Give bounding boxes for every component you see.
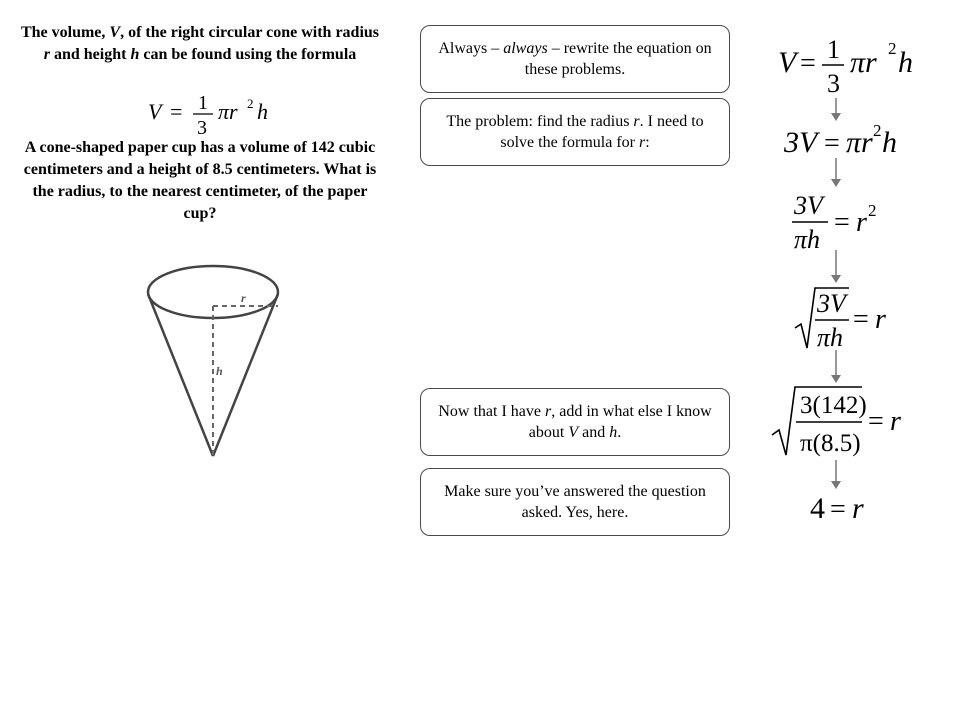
formula-V: V	[148, 99, 162, 124]
arrow-down-icon	[830, 460, 842, 490]
step-3-formula	[790, 186, 880, 254]
step5-den: π(8.5)	[800, 430, 861, 457]
problem-intro	[20, 22, 380, 66]
step-6-answer	[806, 488, 876, 528]
volume-formula	[140, 90, 300, 136]
step4-equals: =	[853, 304, 869, 335]
step1-exp: 2	[888, 39, 897, 58]
step1-den: 3	[827, 69, 840, 96]
intro-var-h: h	[130, 46, 140, 63]
note3-text-a: Now that I have	[438, 403, 545, 420]
arrow-down-icon	[830, 250, 842, 284]
step-1-formula	[772, 30, 922, 96]
problem-question: A cone-shaped paper cup has a volume of 142 cubic centimeters and a height of 8.5 centimeters. What is the radius, to the nearest centimeter, of the paper cup?	[23, 139, 377, 222]
step6-r: r	[852, 492, 864, 525]
note3-var-V: V	[568, 424, 579, 441]
note-substitute-values	[420, 388, 730, 456]
note3-text-c: , add in what else I know about	[528, 403, 712, 441]
step1-num: 1	[827, 35, 840, 64]
intro-text-2: , of the right circular cone with radius	[120, 24, 380, 41]
note2-text-c: . I need to solve the formula for	[500, 113, 704, 151]
formula-exp: 2	[247, 96, 254, 111]
step-4-formula	[793, 284, 893, 352]
note-check-answer	[420, 468, 730, 536]
step6-equals: =	[830, 494, 846, 525]
arrow-down-icon	[830, 158, 842, 188]
step-5-formula	[770, 383, 910, 459]
arrow-down-icon	[830, 98, 842, 122]
note1-emphasis: always	[503, 40, 548, 57]
note4-text: Make sure you’ve answered the question asked. Yes, here.	[444, 483, 706, 521]
step4-den: πh	[817, 323, 844, 352]
step5-equals: =	[868, 406, 884, 437]
note3-var-r: r	[545, 403, 552, 420]
radius-label: r	[241, 291, 246, 305]
note-problem-goal	[420, 98, 730, 166]
step2-3V: 3V	[784, 126, 818, 159]
formula-den: 3	[197, 117, 207, 136]
note1-text-a: Always –	[438, 40, 504, 57]
note2-text-a: The problem: find the radius	[446, 113, 634, 130]
formula-h: h	[257, 99, 268, 124]
intro-text-4: can be found using the formula	[139, 46, 357, 63]
formula-num: 1	[198, 92, 208, 114]
note2-var-r2: r	[638, 134, 646, 151]
intro-text-3: and height	[49, 46, 131, 63]
step1-equals: =	[800, 48, 816, 79]
step5-r: r	[890, 406, 901, 437]
step2-h: h	[882, 126, 897, 159]
step3-exp: 2	[868, 201, 877, 220]
step5-num: 3(142)	[800, 392, 867, 419]
intro-text-1: The volume,	[20, 24, 110, 41]
step2-exp: 2	[873, 121, 882, 140]
step1-V: V	[778, 46, 797, 79]
step1-h: h	[898, 46, 913, 79]
height-label: h	[216, 364, 223, 378]
note2-var-r1: r	[633, 113, 640, 130]
note3-text-e: and	[578, 424, 610, 441]
step3-r: r	[856, 207, 867, 238]
step2-pi-r: πr	[846, 126, 873, 159]
step4-num: 3V	[817, 289, 846, 318]
step1-pi-r: πr	[850, 46, 877, 79]
step3-den: πh	[794, 225, 821, 254]
formula-pi-r: πr	[218, 99, 238, 124]
note-rewrite-equation	[420, 25, 730, 93]
note3-text-g: .	[617, 424, 622, 441]
intro-var-V: V	[109, 24, 121, 41]
note1-text-c: – rewrite the equation on these problems.	[524, 40, 712, 78]
step3-num: 3V	[794, 191, 823, 220]
step2-equals: =	[824, 128, 840, 159]
intro-var-r: r	[43, 46, 50, 63]
note3-var-h: h	[609, 424, 618, 441]
note2-text-e: :	[645, 134, 650, 151]
step4-r: r	[875, 304, 886, 335]
cone-diagram	[140, 262, 290, 462]
step6-4: 4	[810, 492, 825, 525]
step3-equals: =	[834, 207, 850, 238]
arrow-down-icon	[830, 350, 842, 384]
formula-equals: =	[170, 99, 183, 124]
